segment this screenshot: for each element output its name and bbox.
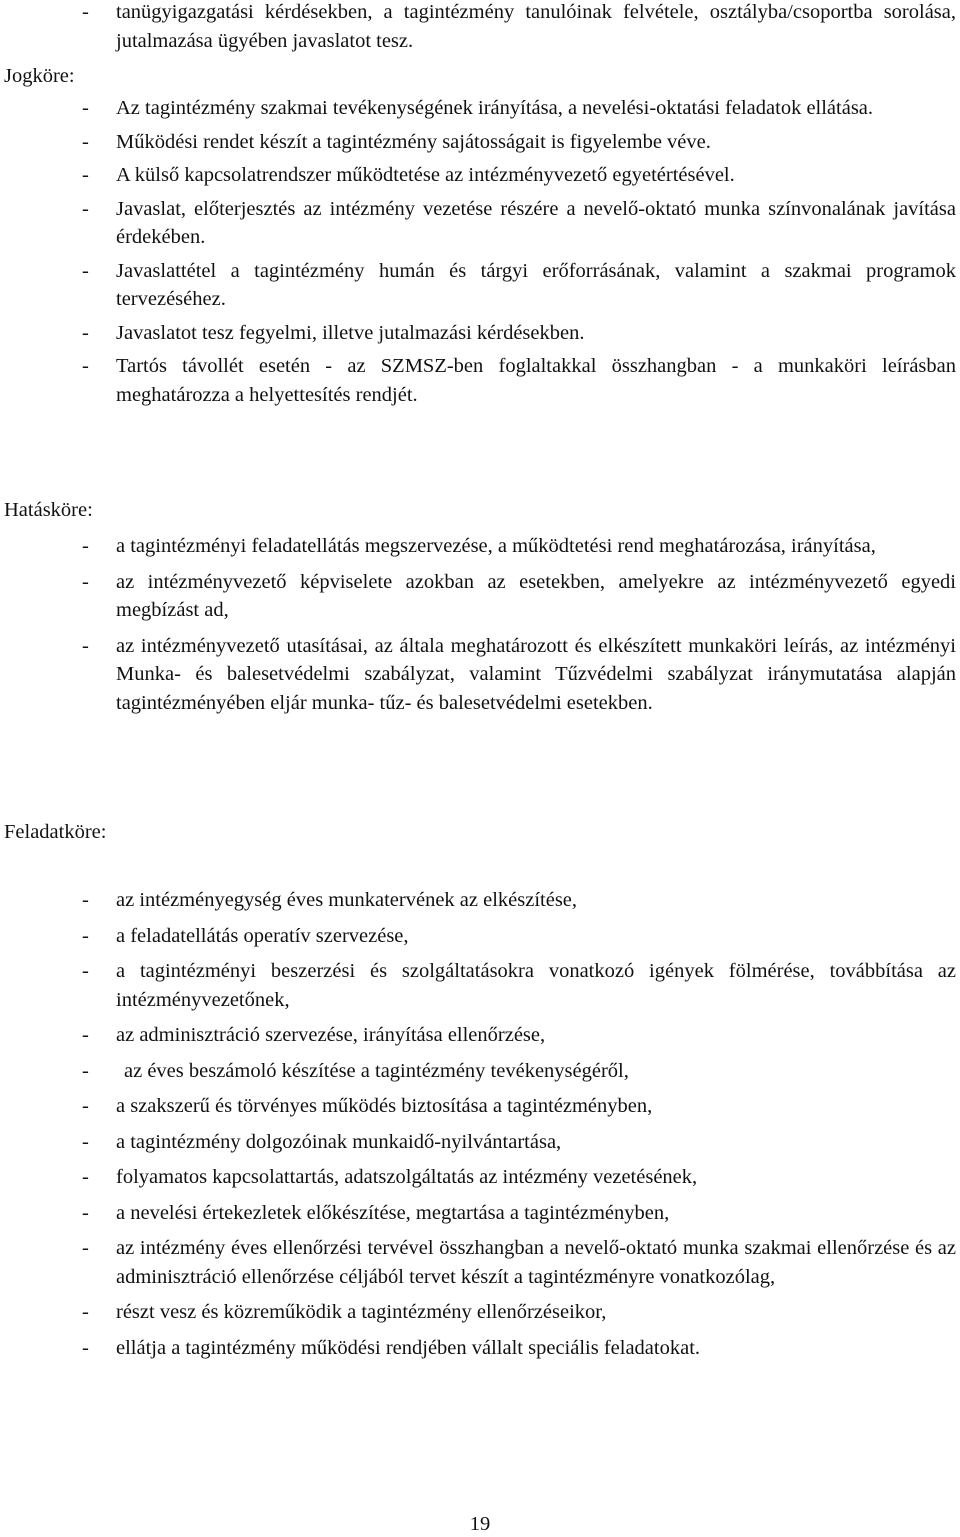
list-dash: -: [82, 570, 89, 593]
list-item-text: Javaslattétel a tagintézmény humán és tárgyi erőforrásának, valamint a szakmai programok tervezéséhez.: [116, 259, 956, 310]
list-item-text: a feladatellátás operatív szervezése,: [116, 924, 409, 947]
list-item-text: a tagintézmény dolgozóinak munkaidő-nyilvántartása,: [116, 1130, 562, 1153]
list-item-text: az intézmény éves ellenőrzési tervével összhangban a nevelő-oktató munka szakmai ellenőrzése és az adminisztráció ellenőrzése céljából tervet készít a tagintézményre vonatkozólag,: [116, 1237, 956, 1288]
list-item-text: az intézményvezető képviselete azokban az esetekben, amelyekre az intézményvezető egyedi megbízást ad,: [116, 570, 956, 621]
list-dash: -: [82, 960, 89, 982]
list-dash: -: [82, 634, 89, 657]
list-dash: -: [82, 1301, 89, 1323]
list-item-text: az adminisztráció szervezése, irányítása ellenőrzése,: [116, 1024, 546, 1046]
hataskore-list: [0, 532, 960, 717]
list-dash: -: [82, 259, 89, 282]
list-item: [0, 257, 960, 314]
list-item: [0, 195, 960, 252]
list-dash: -: [82, 355, 89, 377]
list-item-text: Javaslat, előterjesztés az intézmény vezetése részére a nevelő-oktató munka színvonalának javítása érdekében.: [116, 197, 956, 248]
list-item: [0, 1199, 960, 1228]
list-dash: -: [82, 924, 89, 947]
list-dash: -: [82, 1, 89, 23]
list-item: [0, 1092, 960, 1121]
list-dash: -: [82, 1237, 89, 1259]
list-item: [0, 922, 960, 951]
list-dash: -: [82, 197, 89, 220]
list-item: [0, 568, 960, 625]
list-item: [0, 1334, 960, 1363]
list-item: [0, 886, 960, 915]
list-item-text: ellátja a tagintézmény működési rendjében vállalt speciális feladatokat.: [116, 1336, 701, 1359]
list-dash: -: [82, 1201, 89, 1224]
list-item-text: az éves beszámoló készítése a tagintézmény tevékenységéről,: [124, 1059, 629, 1082]
jogkore-list: [0, 94, 960, 409]
list-item-text: Működési rendet készít a tagintézmény sajátosságait is figyelembe véve.: [116, 130, 711, 153]
list-item-text: az intézményegység éves munkatervének az elkészítése,: [116, 889, 578, 911]
list-item-text: A külső kapcsolatrendszer működtetése az intézményvezető egyetértésével.: [116, 164, 735, 186]
list-item-text: folyamatos kapcsolattartás, adatszolgáltatás az intézmény vezetésének,: [116, 1166, 698, 1188]
list-dash: -: [82, 130, 89, 153]
feladatkore-label: Feladatköre:: [4, 821, 107, 843]
list-item: [0, 319, 960, 348]
list-item: [0, 957, 960, 1014]
list-item-text: a tagintézményi feladatellátás megszervezése, a működtetési rend meghatározása, irányítása,: [116, 535, 876, 557]
list-item: [0, 1163, 960, 1192]
list-dash: -: [82, 97, 89, 119]
list-item-text: Az tagintézmény szakmai tevékenységének irányítása, a nevelési-oktatási feladatok ellátása.: [116, 97, 874, 119]
list-dash: -: [82, 889, 89, 911]
list-item: [0, 0, 960, 55]
feladatkore-list: [0, 886, 960, 1362]
list-item-text: a nevelési értekezletek előkészítése, megtartása a tagintézményben,: [116, 1201, 670, 1224]
list-item: [0, 632, 960, 718]
list-dash: -: [82, 1059, 89, 1082]
list-item: [0, 161, 960, 190]
list-dash: -: [82, 535, 89, 557]
list-dash: -: [82, 1336, 89, 1359]
list-item-text: részt vesz és közreműködik a tagintézmény ellenőrzéseikor,: [116, 1301, 607, 1323]
list-item: [0, 1128, 960, 1157]
jogkore-label: Jogköre:: [4, 65, 75, 87]
list-item-text: tanügyigazgatási kérdésekben, a tagintézmény tanulóinak felvétele, osztályba/csoportba sorolása, jutalmazása ügyében javaslatot tesz.: [116, 1, 956, 52]
list-dash: -: [82, 1130, 89, 1153]
list-item-text: Tartós távollét esetén - az SZMSZ-ben foglaltakkal összhangban - a munkaköri leírásban meghatározza a helyettesítés rendjét.: [116, 355, 956, 406]
list-item: [0, 94, 960, 123]
list-dash: -: [82, 1166, 89, 1188]
list-item: [0, 1234, 960, 1291]
page-number: 19: [469, 1513, 491, 1535]
list-dash: -: [82, 321, 89, 344]
list-dash: -: [82, 1095, 89, 1117]
top-list: [0, 0, 960, 55]
list-item: [0, 1021, 960, 1050]
list-item-text: az intézményvezető utasításai, az általa meghatározott és elkészített munkaköri leírás, az intézményi Munka- és balesetvédelmi szabályzat, valamint Tűzvédelmi szabályzat iránymutatása alapján tagintézményében eljár munka- tűz- és balesetvédelmi esetekben.: [116, 634, 956, 714]
list-item: [0, 1057, 960, 1086]
list-dash: -: [82, 1024, 89, 1046]
list-item: [0, 532, 960, 561]
list-item-text: Javaslatot tesz fegyelmi, illetve jutalmazási kérdésekben.: [116, 321, 585, 344]
list-item: [0, 352, 960, 409]
list-item: [0, 128, 960, 157]
list-item-text: a tagintézményi beszerzési és szolgáltatásokra vonatkozó igények fölmérése, továbbítása az intézményvezetőnek,: [116, 960, 956, 1011]
list-dash: -: [82, 164, 89, 186]
hataskore-label: Hatásköre:: [4, 499, 93, 521]
list-item: [0, 1298, 960, 1327]
list-item-text: a szakszerű és törvényes működés biztosítása a tagintézményben,: [116, 1095, 653, 1117]
